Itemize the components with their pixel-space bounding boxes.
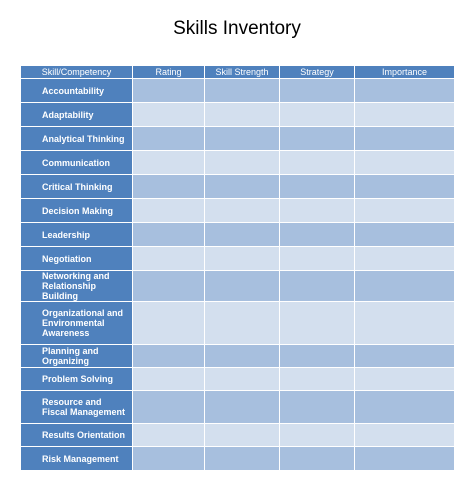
- importance-cell[interactable]: [355, 199, 455, 223]
- skill-name: Decision Making: [21, 199, 133, 223]
- rating-cell[interactable]: [133, 103, 205, 127]
- strategy-cell[interactable]: [280, 103, 355, 127]
- importance-cell[interactable]: [355, 175, 455, 199]
- strategy-cell[interactable]: [280, 223, 355, 247]
- skill-strength-cell[interactable]: [205, 247, 280, 271]
- page-title: Skills Inventory: [173, 18, 301, 39]
- table-row: [21, 447, 455, 471]
- skill-strength-cell[interactable]: [205, 175, 280, 199]
- strategy-cell[interactable]: [280, 175, 355, 199]
- skill-name: Critical Thinking: [21, 175, 133, 199]
- table-row: [21, 247, 455, 271]
- skill-strength-cell[interactable]: [205, 271, 280, 302]
- table-row: [21, 103, 455, 127]
- importance-cell[interactable]: [355, 424, 455, 447]
- strategy-cell[interactable]: [280, 302, 355, 345]
- table-row: [21, 151, 455, 175]
- importance-cell[interactable]: [355, 247, 455, 271]
- table-row: [21, 79, 455, 103]
- skill-strength-cell[interactable]: [205, 424, 280, 447]
- rating-cell[interactable]: [133, 345, 205, 368]
- skill-strength-cell[interactable]: [205, 151, 280, 175]
- table-row: [21, 127, 455, 151]
- rating-cell[interactable]: [133, 302, 205, 345]
- skill-name: Networking and Relationship Building: [21, 271, 133, 302]
- skill-name: Leadership: [21, 223, 133, 247]
- strategy-cell[interactable]: [280, 345, 355, 368]
- strategy-cell[interactable]: [280, 271, 355, 302]
- skill-name: Risk Management: [21, 447, 133, 471]
- rating-cell[interactable]: [133, 247, 205, 271]
- skills-table: [20, 65, 455, 471]
- importance-cell[interactable]: [355, 151, 455, 175]
- skill-strength-cell[interactable]: [205, 302, 280, 345]
- column-header-skill: Skill/Competency: [21, 66, 133, 79]
- importance-cell[interactable]: [355, 345, 455, 368]
- skill-name: Results Orientation: [21, 424, 133, 447]
- importance-cell[interactable]: [355, 103, 455, 127]
- table-row: [21, 175, 455, 199]
- rating-cell[interactable]: [133, 127, 205, 151]
- skill-name: Problem Solving: [21, 368, 133, 391]
- importance-cell[interactable]: [355, 368, 455, 391]
- rating-cell[interactable]: [133, 79, 205, 103]
- skill-name: Adaptability: [21, 103, 133, 127]
- rating-cell[interactable]: [133, 223, 205, 247]
- rating-cell[interactable]: [133, 175, 205, 199]
- skill-strength-cell[interactable]: [205, 447, 280, 471]
- skill-name: Negotiation: [21, 247, 133, 271]
- column-header-strategy: Strategy: [280, 66, 355, 79]
- skill-name: Organizational and Environmental Awareness: [21, 302, 133, 345]
- rating-cell[interactable]: [133, 424, 205, 447]
- table-row: [21, 199, 455, 223]
- rating-cell[interactable]: [133, 271, 205, 302]
- strategy-cell[interactable]: [280, 447, 355, 471]
- table-header-row: [21, 66, 455, 79]
- skill-strength-cell[interactable]: [205, 391, 280, 424]
- skill-strength-cell[interactable]: [205, 103, 280, 127]
- table-row: [21, 345, 455, 368]
- column-header-skill-strength: Skill Strength: [205, 66, 280, 79]
- importance-cell[interactable]: [355, 79, 455, 103]
- skill-strength-cell[interactable]: [205, 199, 280, 223]
- skill-strength-cell[interactable]: [205, 368, 280, 391]
- skill-name: Analytical Thinking: [21, 127, 133, 151]
- skill-strength-cell[interactable]: [205, 127, 280, 151]
- rating-cell[interactable]: [133, 199, 205, 223]
- strategy-cell[interactable]: [280, 151, 355, 175]
- strategy-cell[interactable]: [280, 368, 355, 391]
- rating-cell[interactable]: [133, 151, 205, 175]
- column-header-rating: Rating: [133, 66, 205, 79]
- table-row: [21, 424, 455, 447]
- importance-cell[interactable]: [355, 302, 455, 345]
- skill-name: Planning and Organizing: [21, 345, 133, 368]
- table-row: [21, 223, 455, 247]
- skill-strength-cell[interactable]: [205, 79, 280, 103]
- skill-strength-cell[interactable]: [205, 345, 280, 368]
- table-body: [21, 79, 455, 471]
- strategy-cell[interactable]: [280, 247, 355, 271]
- rating-cell[interactable]: [133, 368, 205, 391]
- strategy-cell[interactable]: [280, 391, 355, 424]
- skill-strength-cell[interactable]: [205, 223, 280, 247]
- table-row: [21, 271, 455, 302]
- table-row: [21, 302, 455, 345]
- skill-name: Resource and Fiscal Management: [21, 391, 133, 424]
- importance-cell[interactable]: [355, 391, 455, 424]
- rating-cell[interactable]: [133, 447, 205, 471]
- strategy-cell[interactable]: [280, 424, 355, 447]
- importance-cell[interactable]: [355, 223, 455, 247]
- strategy-cell[interactable]: [280, 127, 355, 151]
- importance-cell[interactable]: [355, 271, 455, 302]
- strategy-cell[interactable]: [280, 199, 355, 223]
- strategy-cell[interactable]: [280, 79, 355, 103]
- column-header-importance: Importance: [355, 66, 455, 79]
- table-row: [21, 368, 455, 391]
- skill-name: Communication: [21, 151, 133, 175]
- skill-name: Accountability: [21, 79, 133, 103]
- importance-cell[interactable]: [355, 447, 455, 471]
- importance-cell[interactable]: [355, 127, 455, 151]
- table-row: [21, 391, 455, 424]
- rating-cell[interactable]: [133, 391, 205, 424]
